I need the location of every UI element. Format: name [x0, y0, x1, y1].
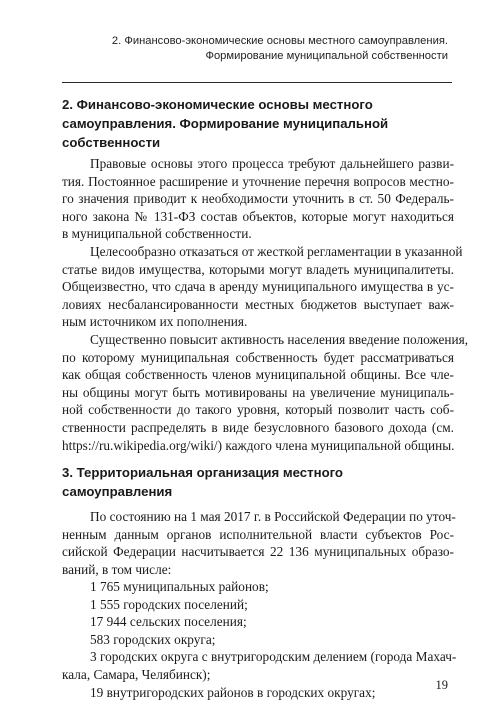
text-line: Целесообразно отказаться от жесткой регламентации в указанной: [90, 244, 463, 259]
running-head-line-2: Формирование муниципальной собственности: [205, 50, 448, 62]
text-line: Правовые основы этого процесса требуют дальнейшего разви-: [90, 156, 454, 171]
text-line: ненным данным органов исполнительной власти субъектов Рос-: [62, 526, 454, 542]
text-line: ной собственности до такого уровня, который позволит часть соб-: [62, 402, 454, 418]
text-line: ны общины могут быть мотивированы на увеличение муниципаль-: [62, 384, 454, 400]
text-line: ственности распределять в виде безусловного базового дохода (см.: [62, 419, 454, 435]
text-line: https://ru.wikipedia.org/wiki/) каждого члена муниципальной общины.: [62, 437, 455, 453]
paragraph-statistics-intro: [62, 508, 454, 578]
municipal-units-list: [62, 578, 457, 701]
list-item-continuation: кала, Самара, Челябинск);: [62, 666, 211, 682]
text-line: ваний, в том числе:: [62, 561, 172, 577]
heading-line: собственности: [62, 135, 161, 150]
text-line: ным источником их пополнения.: [62, 314, 248, 330]
section-3-heading: [62, 463, 452, 501]
paragraph-regulation: [62, 243, 463, 331]
text-line: ного закона № 131-ФЗ состав объектов, которые могут находиться: [62, 208, 454, 224]
header-rule: [62, 82, 452, 83]
running-head: [48, 34, 448, 64]
text-line: го значения приводит к необходимости уточнить в ст. 50 Федераль-: [62, 191, 454, 207]
text-line: по которому муниципальная собственность будет рассматриваться: [62, 349, 454, 365]
text-line: статье видов имущества, которыми могут владеть муниципалитеты.: [62, 261, 454, 277]
paragraph-community-property: [62, 331, 469, 454]
heading-line: 2. Финансово-экономические основы местного: [62, 97, 373, 112]
list-item: 19 внутригородских районов в городских округах;: [90, 684, 376, 700]
text-line: Существенно повысит активность населения введение положения,: [90, 332, 469, 347]
text-line: Общеизвестно, что сдача в аренду муниципального имущества в ус-: [62, 279, 454, 295]
list-item: 17 944 сельских поселения;: [90, 614, 247, 630]
section-2-heading: [62, 95, 452, 152]
list-item: 583 городских округа;: [90, 631, 216, 647]
heading-line: самоуправления: [62, 484, 173, 499]
list-item: 3 городских округа с внутригородским делением (города Махач-: [90, 649, 457, 665]
text-line: как общая собственность членов муниципальной общины. Все чле-: [62, 367, 454, 383]
text-line: сийской Федерации насчитывается 22 136 муниципальных образо-: [62, 544, 454, 560]
list-item: 1 555 городских поселений;: [90, 596, 248, 612]
heading-line: 3. Территориальная организация местного: [62, 465, 343, 480]
paragraph-legal-basis: [62, 155, 454, 243]
text-line: ловиях несбалансированности местных бюджетов выступает важ-: [62, 296, 454, 312]
heading-line: самоуправления. Формирование муниципальной: [62, 116, 389, 131]
text-line: тия. Постоянное расширение и уточнение перечня вопросов местно-: [62, 173, 454, 189]
text-line: в муниципальной собственности.: [62, 226, 252, 242]
list-item: 1 765 муниципальных районов;: [90, 579, 269, 594]
text-line: По состоянию на 1 мая 2017 г. в Российской Федерации по уточ-: [90, 509, 456, 524]
page-number: 19: [435, 678, 448, 692]
running-head-line-1: 2. Финансово-экономические основы местного самоуправления.: [111, 35, 448, 47]
